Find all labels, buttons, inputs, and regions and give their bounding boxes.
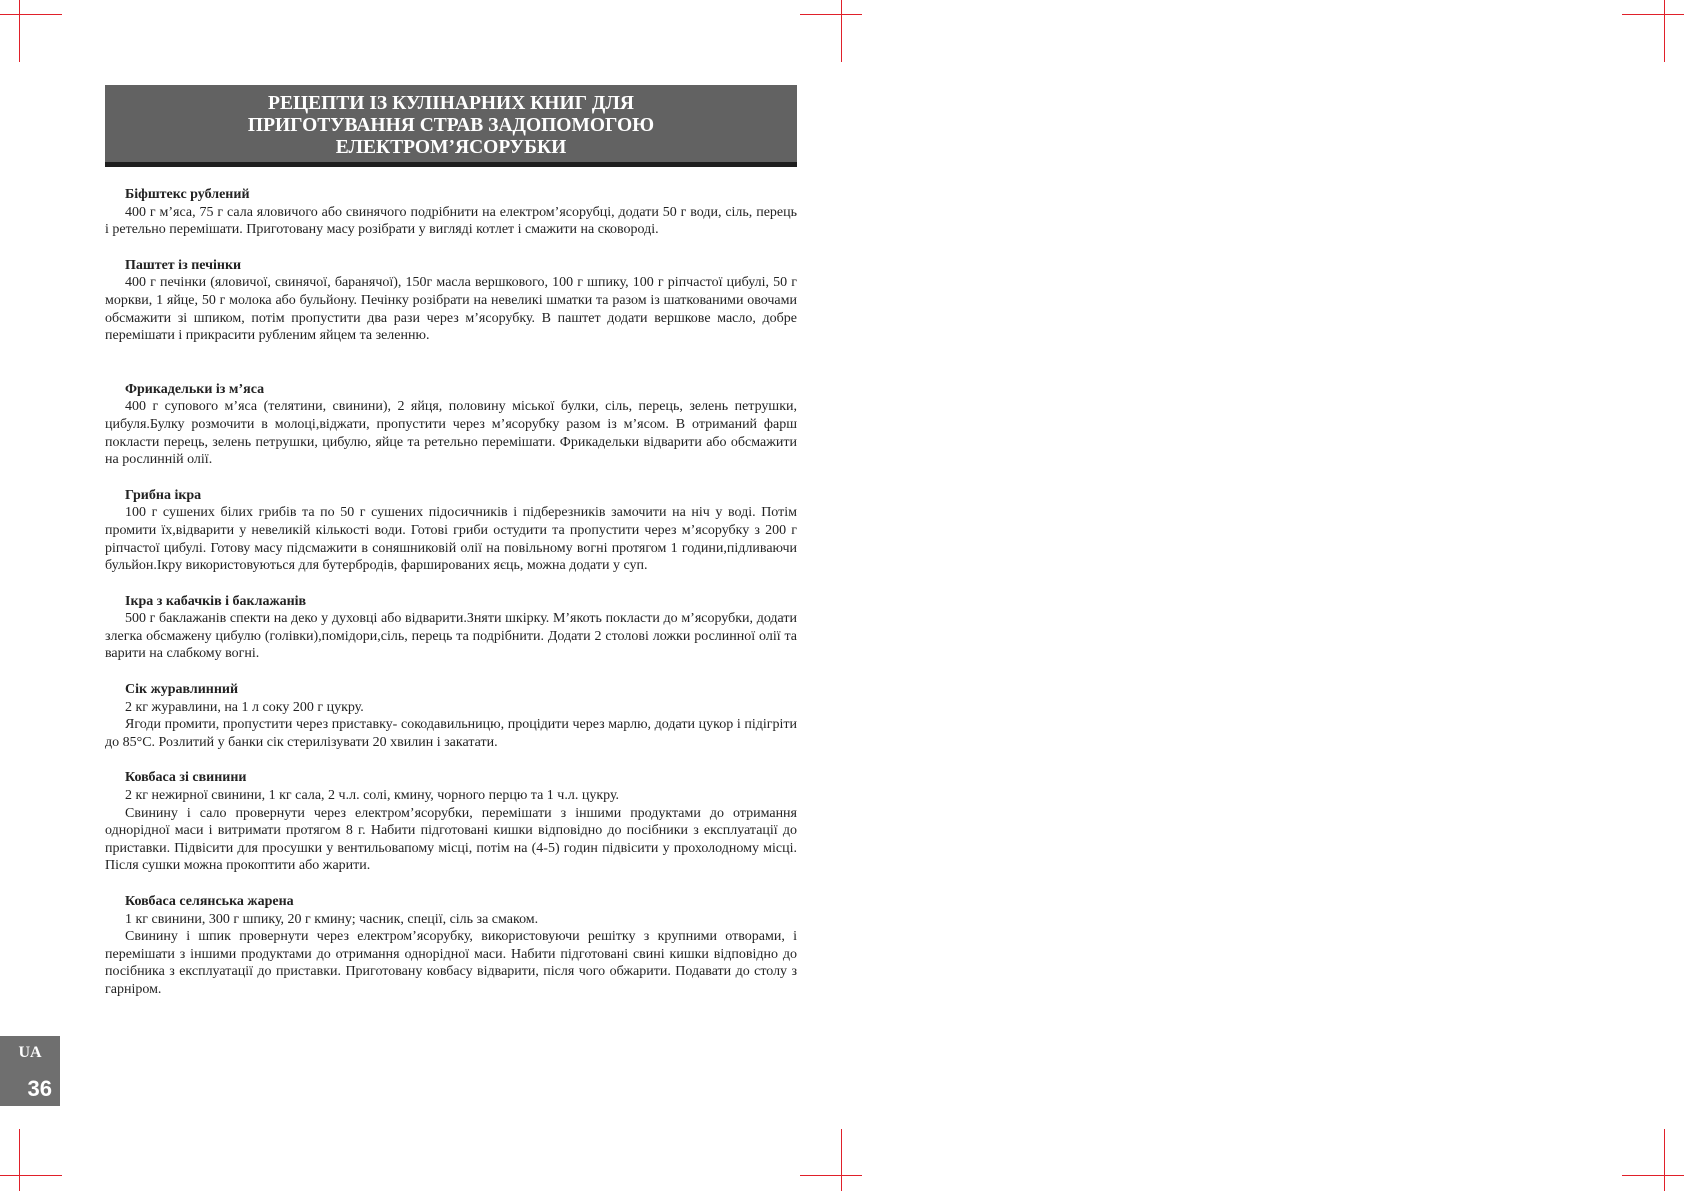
recipe-text: Свинину і сало провернути через електром’ясорубки, перемішати з іншими продуктами до отримання однорідної маси і витримати протягом 8 г. Набити підготовані кишки відповідно до посібники з експлуатації до приставки. Підвісити для просушки у вентильовапому місці, потім на (4-5) годин підвісити у прохолодному місці. Після сушки можна прокоптити або жарити. [105,805,797,874]
page-number: 36 [27,1076,52,1101]
crop-mark [841,0,842,62]
recipe [105,381,797,469]
recipe [105,487,797,575]
recipe-title: Ікра з кабачків і баклажанів [125,593,307,609]
recipe-title: Паштет із печінки [125,257,242,273]
crop-mark [800,1175,862,1176]
recipe-text: Ягоди промити, пропустити через приставку- сокодавильницю, процідити через марлю, додати цукор і підігріти до 85°С. Розлитий у банки сік стерилізувати 20 хвилин і закатати. [105,717,797,750]
recipe-title: Сік журавлинний [125,682,239,698]
recipe-text: 1 кг свинини, 300 г шпику, 20 г кмину; часник, спеції, сіль за смаком. [125,911,539,927]
recipe-text: 400 г м’яса, 75 г сала яловичого або свинячого подрібнити на електром’ясорубці, додати 50 г води, сіль, перець і ретельно перемішати. Приготовану масу розібрати у вигляді котлет і смажити на сковороді. [105,204,797,238]
recipe-text: 100 г сушених білих грибів та по 50 г сушених підосичників і підберезників замочити на ніч у воді. Потім промити їх,відварити у невеликій кількості води. Готові гриби остудити та пропустити через м’ясорубку з 200 г ріпчастої цибулі. Готову масу підсмажити в соняшниковій олії на повільному вогні протягом 1 години,підливаючи бульйон.Ікру використовуються для бутербродів, фаршированих яєць, можна додати у суп. [105,505,797,574]
recipe-title: Біфштекс рублений [125,187,250,202]
crop-mark [19,0,20,62]
recipe [105,769,797,875]
crop-mark [800,14,862,15]
recipe [105,186,797,239]
recipe-text: 2 кг журавлини, на 1 л соку 200 г цукру. [125,699,364,715]
recipe-text: Свинину і шпик провернути через електром’ясорубку, використовуючи решітку з крупними отворами, і перемішати з іншими продуктами до отримання однорідної маси. Набити підготовані свині кишки відповідно до посібника з експлуатації до приставки. Приготовану ковбасу відварити, після чого обжарити. Подавати до столу з гарніром. [105,929,797,997]
recipe-list [105,186,797,999]
crop-mark [1622,1175,1684,1176]
crop-mark [0,1175,62,1176]
recipe [105,257,797,345]
recipe-text: 400 г печінки (яловичої, свинячої, баранячої), 150г масла вершкового, 100 г шпику, 100 г ріпчастої цибулі, 50 г моркви, 1 яйце, 50 г молока або бульйону. Печінку розібрати на невеликі шматки та разом із шаткованими овочами обсмажити зі шпиком, потім пропустити два рази через м’ясорубку. В паштет додати вершкове масло, добре перемішати і прикрасити рубленим яйцем та зеленню. [105,275,797,344]
recipe-title: Грибна ікра [125,487,202,503]
recipe-text: 500 г баклажанів спекти на деко у духовці або відварити.Зняти шкірку. М’якоть покласти до м’ясорубки, додати злегка обсмажену цибулю (голівки),помідори,сіль, перець та подрібнити. Додати 2 столові ложки рослинної олії та варити на слабкому вогні. [105,611,797,662]
recipe-title: Фрикадельки із м’яса [125,381,265,397]
language-code: UA [18,1044,42,1061]
recipe [105,593,797,663]
crop-mark [19,1129,20,1191]
crop-mark [1622,14,1684,15]
recipe-text: 400 г супового м’яса (телятини, свинини), 2 яйця, половину міської булки, сіль, перець, зелень петрушки, цибуля.Булку розмочити в молоці,віджати, пропустити через м’ясорубку разом із м’ясом. В отриманий фарш покласти перець, зелень петрушки, цибулю, яйце та ретельно перемішати. Фрикадельки відварити або обсмажити на рослинній олії. [105,399,797,468]
recipe [105,893,797,999]
title-line: ЕЛЕКТРОМ’ЯСОРУБКИ [335,137,567,158]
crop-mark [1664,0,1665,62]
page-tab [0,1036,60,1106]
recipe [105,681,797,751]
recipe-title: Ковбаса селянська жарена [125,894,294,909]
recipe-text: 2 кг нежирної свинини, 1 кг сала, 2 ч.л. солі, кмину, чорного перцю та 1 ч.л. цукру. [125,788,620,804]
title-line: РЕЦЕПТИ ІЗ КУЛІНАРНИХ КНИГ ДЛЯ [268,93,634,114]
title-line: ПРИГОТУВАННЯ СТРАВ ЗАДОПОМОГОЮ [247,115,655,136]
recipe-title: Ковбаса зі свинини [125,770,247,786]
page-title [105,85,797,167]
crop-mark [1664,1129,1665,1191]
crop-mark [0,14,62,15]
crop-mark [841,1129,842,1191]
